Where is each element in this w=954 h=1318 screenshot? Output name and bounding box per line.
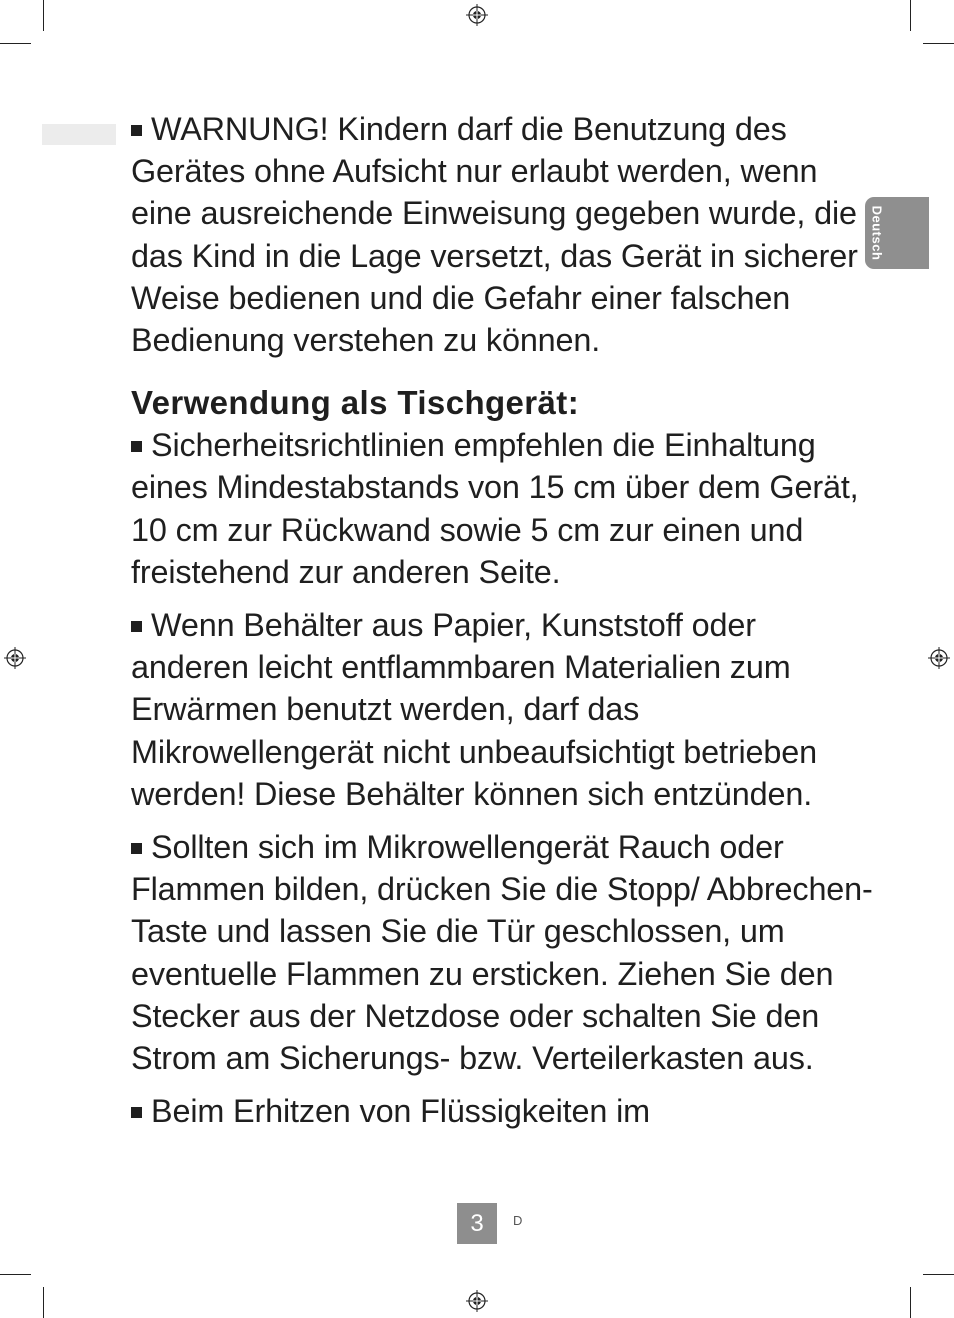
warning-text: WARNUNG! Kindern darf die Benutzung des Gerätes ohne Aufsicht nur erlaubt werden, wenn eine ausreichende Einweisung gegeben wurde, die das Kind in die Lage versetzt, das Gerät in sicherer Weise bedienen und die Gefahr einer falschen Bedienung verstehen zu können. (131, 111, 858, 359)
list-item-text: Wenn Behälter aus Papier, Kunststoff oder anderen leicht entflammbaren Materialien zum Erwärmen benutzt werden, darf das Mikrowellengerät nicht unbeaufsichtigt betrieben werden! Diese Behälter können sich entzünden. (131, 607, 818, 812)
crop-mark-top-left-h (0, 43, 31, 44)
page-number: 3 (457, 1203, 497, 1244)
language-code: D (513, 1213, 523, 1228)
crop-mark-top-left-v (43, 0, 44, 31)
crop-mark-top-right-v (910, 0, 911, 31)
bullet-square-icon (131, 125, 142, 136)
bullet-square-icon (131, 843, 142, 854)
bullet-square-icon (131, 621, 142, 632)
bullet-square-icon (131, 1107, 142, 1118)
list-item-text: Sicherheitsrichtlinien empfehlen die Einhaltung eines Mindestabstands von 15 cm über dem Gerät, 10 cm zur Rückwand sowie 5 cm zur einen und freistehend zur anderen Seite. (131, 427, 859, 590)
list-item-text: Sollten sich im Mikrowellengerät Rauch oder Flammen bilden, drücken Sie die Stopp/ Abbrechen-Taste und lassen Sie die Tür geschlossen, um eventuelle Flammen zu ersticken. Ziehen Sie den Stecker aus der Netzdose oder schalten Sie den Strom am Sicherungs- bzw. Verteilerkasten aus. (131, 829, 873, 1077)
margin-marker-bar (42, 124, 116, 145)
list-item (131, 424, 876, 593)
crop-mark-bottom-left-h (0, 1274, 31, 1275)
list-item (131, 604, 876, 815)
crop-mark-top-right-h (923, 43, 954, 44)
bullet-square-icon (131, 441, 142, 452)
page-content (131, 108, 876, 1132)
crop-mark-bottom-left-v (43, 1287, 44, 1318)
registration-mark-top-icon (466, 4, 488, 26)
list-item (131, 1090, 876, 1132)
warning-paragraph (131, 108, 876, 361)
list-item (131, 826, 876, 1079)
language-side-tab-label: Deutsch (869, 205, 885, 261)
crop-mark-bottom-right-v (910, 1287, 911, 1318)
registration-mark-right-icon (928, 647, 950, 669)
registration-mark-left-icon (4, 647, 26, 669)
registration-mark-bottom-icon (466, 1290, 488, 1312)
section-heading: Verwendung als Tischgerät: (131, 384, 580, 422)
crop-mark-bottom-right-h (923, 1274, 954, 1275)
list-item-text: Beim Erhitzen von Flüssigkeiten im (151, 1093, 650, 1130)
